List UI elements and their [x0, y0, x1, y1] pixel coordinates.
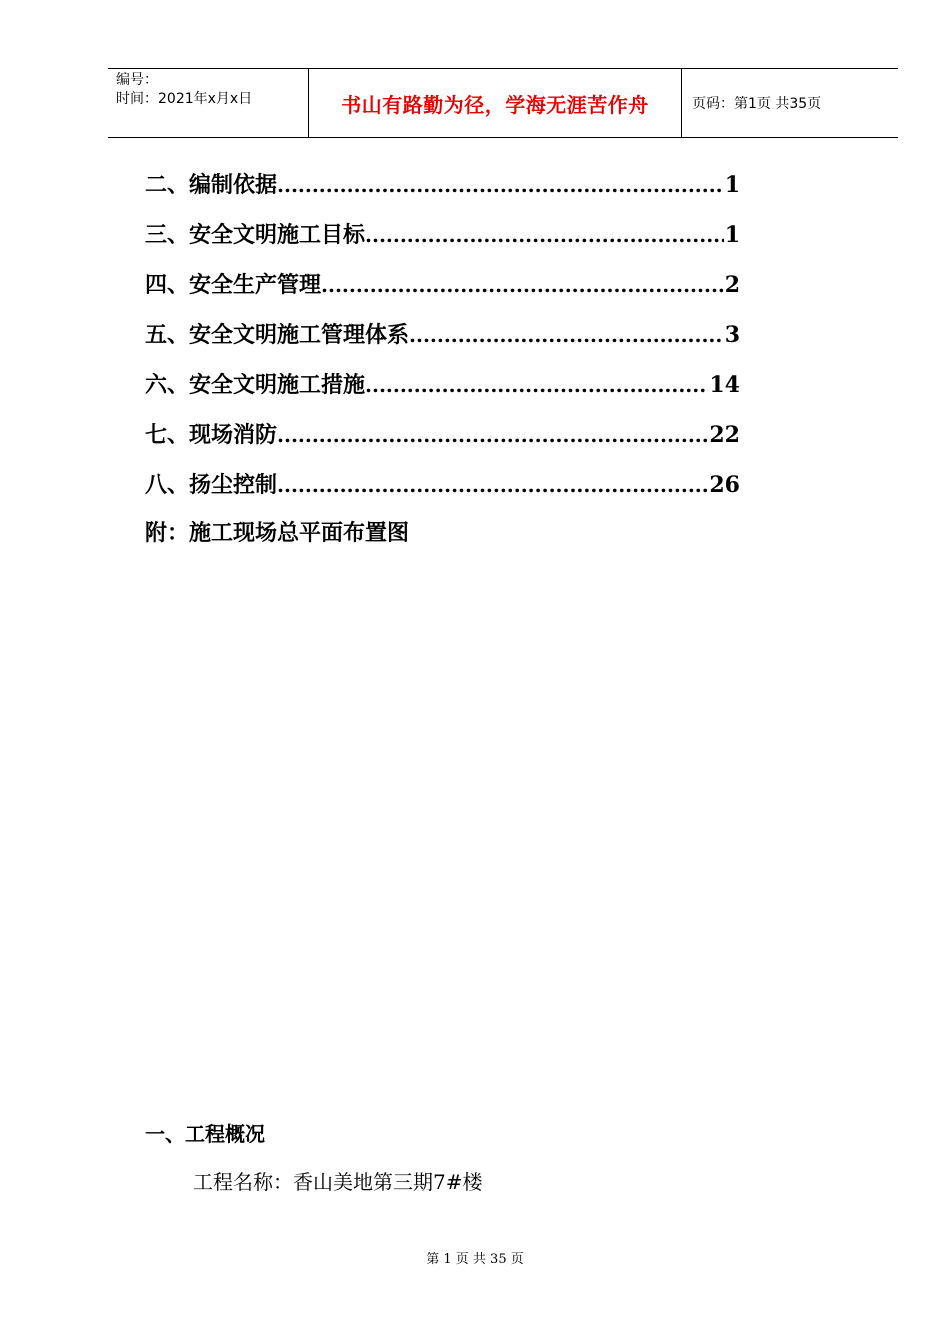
toc-entry[interactable] [145, 418, 740, 468]
toc-entry-title: 八、扬尘控制 [145, 472, 278, 498]
table-of-contents [145, 168, 740, 518]
toc-entry-title: 三、安全文明施工目标 [145, 222, 366, 248]
toc-entry[interactable] [145, 318, 740, 368]
page-footer: 第 1 页 共 35 页 [426, 1252, 524, 1267]
toc-entry-page: 14 [709, 372, 740, 398]
toc-entry-title: 五、安全文明施工管理体系 [145, 322, 410, 348]
toc-leader-dots [365, 373, 708, 397]
toc-entry-title: 七、现场消防 [145, 422, 278, 448]
toc-entry-title: 四、安全生产管理 [145, 272, 322, 298]
toc-entry-page: 26 [709, 472, 740, 498]
toc-leader-dots [321, 273, 724, 297]
toc-entry[interactable] [145, 268, 740, 318]
toc-leader-dots [277, 473, 708, 497]
toc-leader-dots [365, 223, 724, 247]
toc-leader-dots [277, 173, 724, 197]
toc-entry[interactable] [145, 468, 740, 518]
appendix-heading: 附：施工现场总平面布置图 [145, 520, 410, 546]
header-left-cell [108, 69, 309, 137]
toc-entry-page: 1 [724, 172, 740, 198]
toc-entry-page: 3 [724, 322, 740, 348]
toc-entry[interactable] [145, 368, 740, 418]
toc-entry-page: 2 [724, 272, 740, 298]
toc-leader-dots [409, 323, 724, 347]
toc-entry-page: 1 [724, 222, 740, 248]
project-name-line: 工程名称：香山美地第三期7#楼 [193, 1170, 483, 1194]
header-page-info: 页码：第1页 共35页 [692, 96, 822, 112]
header-motto: 书山有路勤为径，学海无涯苦作舟 [309, 69, 682, 137]
section-heading: 一、工程概况 [145, 1122, 265, 1146]
toc-entry-title: 二、编制依据 [145, 172, 278, 198]
toc-entry[interactable] [145, 168, 740, 218]
toc-entry-title: 六、安全文明施工措施 [145, 372, 366, 398]
document-time-label: 时间：2021年x月x日 [116, 91, 253, 107]
document-number-label: 编号： [116, 72, 158, 88]
toc-entry[interactable] [145, 218, 740, 268]
page-header [108, 68, 898, 138]
toc-leader-dots [277, 423, 708, 447]
toc-entry-page: 22 [709, 422, 740, 448]
